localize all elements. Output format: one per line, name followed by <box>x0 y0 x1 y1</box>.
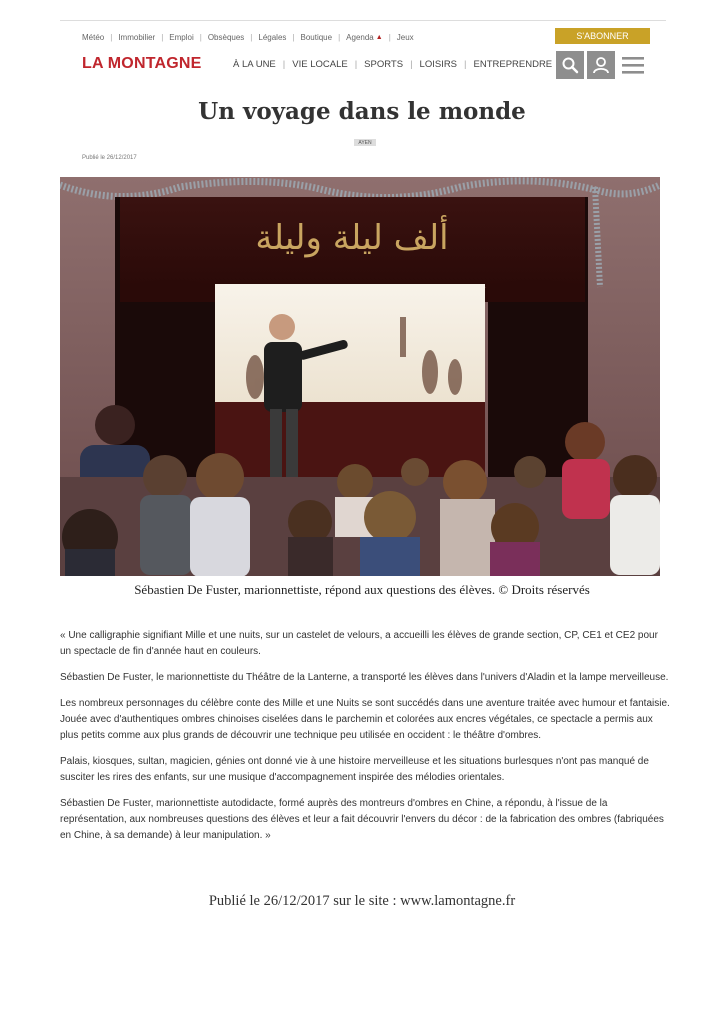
nav-separator: | <box>199 32 202 42</box>
nav-separator: | <box>338 32 341 42</box>
article-paragraph: Sébastien De Fuster, le marionnettiste du Théâtre de la Lanterne, a transporté les élèves dans l'univers d'Aladin et la lampe merveilleuse. <box>60 672 669 683</box>
nav-separator: | <box>250 32 253 42</box>
util-link-immobilier[interactable] <box>118 33 155 42</box>
nav-separator: | <box>161 32 164 42</box>
util-link-label[interactable]: Emploi <box>169 32 194 42</box>
nav-separator: | <box>282 59 286 70</box>
photo-caption: Sébastien De Fuster, marionnettiste, répond aux questions des élèves. © Droits réservés <box>134 582 590 597</box>
nav-separator: | <box>292 32 295 42</box>
menu-button[interactable] <box>620 51 646 79</box>
util-link-obseques[interactable] <box>208 33 244 42</box>
util-link-jeux[interactable] <box>397 33 414 42</box>
article-photo <box>60 177 660 576</box>
util-link-label[interactable]: Agenda <box>346 32 374 42</box>
calligraphy-banner: ألف ليلة وليلة <box>255 218 449 258</box>
publish-date: Publié le 26/12/2017 <box>82 155 137 161</box>
util-link-agenda[interactable] <box>346 33 383 42</box>
util-link-meteo[interactable] <box>82 33 104 42</box>
util-link-legales[interactable] <box>258 33 286 42</box>
article-body <box>60 628 670 854</box>
nav-separator: | <box>354 59 358 70</box>
menu-icon <box>621 54 645 76</box>
util-link-label[interactable]: Immobilier <box>118 32 156 42</box>
search-button[interactable] <box>556 51 584 79</box>
bell-icon: ▲ <box>375 33 383 41</box>
nav-a-la-une[interactable]: À LA UNE <box>233 59 276 70</box>
location-tag[interactable] <box>354 139 376 146</box>
util-link-label[interactable]: Boutique <box>300 32 333 42</box>
article-paragraph: Les nombreux personnages du célèbre conte des Mille et une Nuits se sont succédés dans une aventure traitée avec humour et fantaisie. Jouée avec d'authentiques ombres chinoises ciselées dans le parchemin et colorées aux encres végétales, ce spectacle a permis aux plus petits comme aux plus grands de découvrir une technique peu utilisée en occident : le théâtre d'ombres. <box>60 698 670 741</box>
nav-separator: | <box>110 32 113 42</box>
search-icon <box>561 56 579 74</box>
article-title: Un voyage dans le monde <box>198 98 526 125</box>
nav-sports[interactable]: SPORTS <box>364 59 404 70</box>
subscribe-label[interactable]: S'ABONNER <box>576 31 629 41</box>
util-link-label[interactable]: Obsèques <box>207 32 245 42</box>
brand-logo[interactable]: LA MONTAGNE <box>82 55 202 72</box>
nav-vie-locale[interactable]: VIE LOCALE <box>292 59 348 70</box>
top-divider <box>60 20 666 21</box>
article-paragraph: Sébastien De Fuster, marionnettiste autodidacte, formé auprès des montreurs d'ombres en Chine, a répondu, à l'issue de la représentation, aux nombreuses questions des élèves et leur a fait découvrir l'envers du décor : de la fabrication des ombres (fabriquées en Chine, à sa demande) à leur manipulation. » <box>60 798 664 841</box>
util-link-boutique[interactable] <box>300 33 332 42</box>
location-tag-label[interactable]: AYEN <box>358 139 372 146</box>
nav-separator: | <box>410 59 413 70</box>
util-link-label[interactable]: Météo <box>82 32 105 42</box>
puppet-show-image <box>60 177 660 576</box>
util-link-label[interactable]: Jeux <box>396 32 414 42</box>
nav-separator: | <box>388 32 391 42</box>
user-icon <box>592 56 610 74</box>
nav-loisirs[interactable]: LOISIRS <box>419 59 458 70</box>
util-link-label[interactable]: Légales <box>258 32 287 42</box>
nav-entreprendre[interactable]: ENTREPRENDRE <box>473 59 553 70</box>
article-paragraph: « Une calligraphie signifiant Mille et une nuits, sur un castelet de velours, a accueilli les élèves de grande section, CP, CE1 et CE2 pour un spectacle de fin d'année haut en couleurs. <box>60 630 658 657</box>
nav-separator: | <box>464 59 467 70</box>
article-paragraph: Palais, kiosques, sultan, magicien, génies ont donné vie à une histoire merveilleuse et les situations burlesques n'ont pas manqué de susciter les rires des enfants, sur une musique d'accompagnement inspirée des mélodies orientales. <box>60 756 649 783</box>
subscribe-button[interactable] <box>555 28 650 44</box>
util-link-emploi[interactable] <box>169 33 193 42</box>
account-button[interactable] <box>587 51 615 79</box>
main-nav <box>233 59 552 70</box>
utility-nav <box>82 30 414 44</box>
source-footer: Publié le 26/12/2017 sur le site : www.lamontagne.fr <box>208 893 516 909</box>
